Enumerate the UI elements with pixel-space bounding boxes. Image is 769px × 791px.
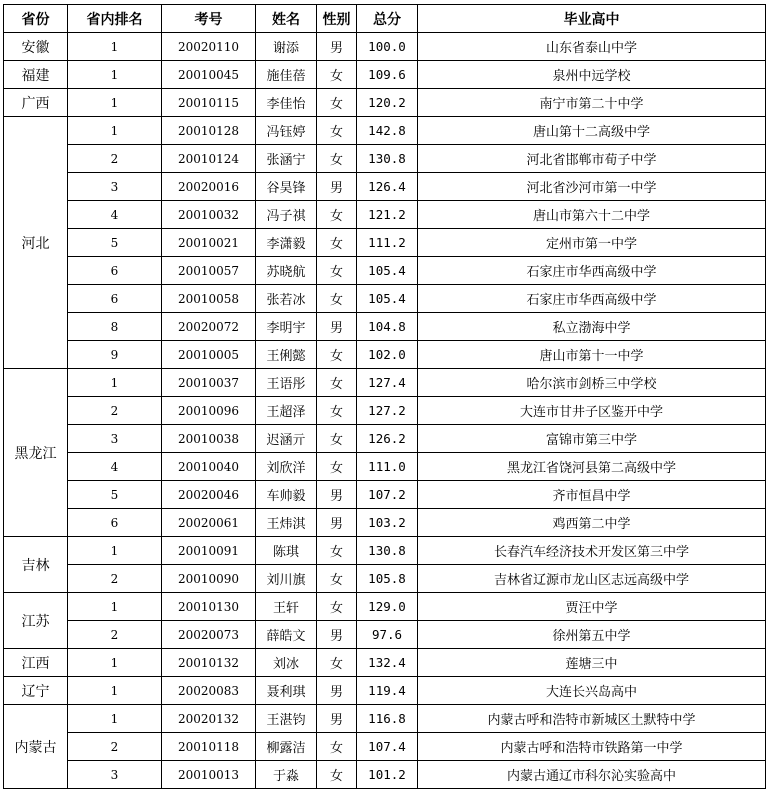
name-cell: 王轩	[256, 593, 317, 621]
table-row	[4, 537, 766, 565]
name-cell: 聂利琪	[256, 677, 317, 705]
province-cell: 内蒙古	[4, 705, 68, 789]
gender-cell: 女	[317, 425, 357, 453]
score-cell: 107.2	[357, 481, 418, 509]
name-header: 姓名	[256, 5, 317, 33]
rank-cell: 5	[68, 229, 162, 257]
gender-cell: 男	[317, 481, 357, 509]
score-cell: 127.2	[357, 397, 418, 425]
score-cell: 129.0	[357, 593, 418, 621]
score-cell: 111.2	[357, 229, 418, 257]
table-row	[4, 173, 766, 201]
table-row	[4, 257, 766, 285]
exam-id-cell: 20020046	[162, 481, 256, 509]
school-cell: 大连市甘井子区鉴开中学	[418, 397, 766, 425]
exam-id-cell: 20010128	[162, 117, 256, 145]
school-cell: 黑龙江省饶河县第二高级中学	[418, 453, 766, 481]
school-cell: 泉州中远学校	[418, 61, 766, 89]
score-cell: 101.2	[357, 761, 418, 789]
rank-cell: 1	[68, 61, 162, 89]
gender-header: 性别	[317, 5, 357, 33]
exam-id-cell: 20010132	[162, 649, 256, 677]
gender-cell: 女	[317, 145, 357, 173]
school-cell: 齐市恒昌中学	[418, 481, 766, 509]
province-cell: 江苏	[4, 593, 68, 649]
school-cell: 徐州第五中学	[418, 621, 766, 649]
gender-cell: 男	[317, 173, 357, 201]
exam-id-cell: 20010038	[162, 425, 256, 453]
school-cell: 石家庄市华西高级中学	[418, 285, 766, 313]
table-body	[4, 33, 766, 789]
province-cell: 安徽	[4, 33, 68, 61]
score-cell: 127.4	[357, 369, 418, 397]
rank-cell: 6	[68, 257, 162, 285]
rank-cell: 2	[68, 621, 162, 649]
rank-cell: 3	[68, 761, 162, 789]
rank-cell: 4	[68, 201, 162, 229]
gender-cell: 女	[317, 397, 357, 425]
table-row	[4, 593, 766, 621]
school-cell: 长春汽车经济技术开发区第三中学	[418, 537, 766, 565]
school-cell: 吉林省辽源市龙山区志远高级中学	[418, 565, 766, 593]
rank-cell: 8	[68, 313, 162, 341]
rank-cell: 3	[68, 425, 162, 453]
score-cell: 130.8	[357, 537, 418, 565]
school-cell: 内蒙古通辽市科尔沁实验高中	[418, 761, 766, 789]
gender-cell: 女	[317, 733, 357, 761]
school-cell: 南宁市第二十中学	[418, 89, 766, 117]
score-cell: 97.6	[357, 621, 418, 649]
rank-cell: 1	[68, 705, 162, 733]
exam-id-cell: 20010032	[162, 201, 256, 229]
exam-id-cell: 20010090	[162, 565, 256, 593]
gender-cell: 女	[317, 341, 357, 369]
rank-cell: 2	[68, 145, 162, 173]
gender-cell: 女	[317, 761, 357, 789]
table-row	[4, 453, 766, 481]
gender-cell: 男	[317, 621, 357, 649]
exam-id-cell: 20020072	[162, 313, 256, 341]
gender-cell: 女	[317, 201, 357, 229]
school-cell: 大连长兴岛高中	[418, 677, 766, 705]
name-cell: 于淼	[256, 761, 317, 789]
exam-id-cell: 20020061	[162, 509, 256, 537]
score-cell: 121.2	[357, 201, 418, 229]
table-row	[4, 285, 766, 313]
table-row	[4, 733, 766, 761]
gender-cell: 女	[317, 369, 357, 397]
table-row	[4, 201, 766, 229]
province-cell: 黑龙江	[4, 369, 68, 537]
table-row	[4, 761, 766, 789]
exam-id-cell: 20010040	[162, 453, 256, 481]
school-cell: 贾汪中学	[418, 593, 766, 621]
score-cell: 119.4	[357, 677, 418, 705]
name-cell: 施佳蓓	[256, 61, 317, 89]
school-cell: 内蒙古呼和浩特市新城区土默特中学	[418, 705, 766, 733]
gender-cell: 女	[317, 89, 357, 117]
table-row	[4, 61, 766, 89]
province-cell: 河北	[4, 117, 68, 369]
rank-cell: 2	[68, 565, 162, 593]
table-row	[4, 145, 766, 173]
province-cell: 广西	[4, 89, 68, 117]
exam-id-cell: 20020016	[162, 173, 256, 201]
school-cell: 定州市第一中学	[418, 229, 766, 257]
gender-cell: 女	[317, 117, 357, 145]
name-cell: 张涵宁	[256, 145, 317, 173]
score-cell: 105.8	[357, 565, 418, 593]
rank-cell: 1	[68, 33, 162, 61]
table-row	[4, 677, 766, 705]
province-cell: 辽宁	[4, 677, 68, 705]
name-cell: 迟涵亓	[256, 425, 317, 453]
rank-cell: 1	[68, 677, 162, 705]
exam-id-cell: 20010045	[162, 61, 256, 89]
table-row	[4, 425, 766, 453]
school-cell: 唐山市第十一中学	[418, 341, 766, 369]
score-cell: 103.2	[357, 509, 418, 537]
exam-id-header: 考号	[162, 5, 256, 33]
table-row	[4, 621, 766, 649]
rank-cell: 4	[68, 453, 162, 481]
province-header: 省份	[4, 5, 68, 33]
score-cell: 120.2	[357, 89, 418, 117]
gender-cell: 男	[317, 33, 357, 61]
rank-cell: 1	[68, 89, 162, 117]
name-cell: 刘川旗	[256, 565, 317, 593]
score-cell: 100.0	[357, 33, 418, 61]
exam-id-cell: 20010058	[162, 285, 256, 313]
exam-id-cell: 20010130	[162, 593, 256, 621]
rank-cell: 1	[68, 117, 162, 145]
name-cell: 苏晓航	[256, 257, 317, 285]
rank-cell: 2	[68, 397, 162, 425]
table-row	[4, 705, 766, 733]
school-cell: 唐山第十二高级中学	[418, 117, 766, 145]
province-cell: 吉林	[4, 537, 68, 593]
school-cell: 莲塘三中	[418, 649, 766, 677]
gender-cell: 男	[317, 705, 357, 733]
score-cell: 126.2	[357, 425, 418, 453]
table-row	[4, 229, 766, 257]
score-cell: 104.8	[357, 313, 418, 341]
score-cell: 105.4	[357, 257, 418, 285]
name-cell: 薛皓文	[256, 621, 317, 649]
table-row	[4, 33, 766, 61]
name-cell: 李潇毅	[256, 229, 317, 257]
name-cell: 王超泽	[256, 397, 317, 425]
school-header: 毕业高中	[418, 5, 766, 33]
name-cell: 张若冰	[256, 285, 317, 313]
gender-cell: 女	[317, 453, 357, 481]
exam-id-cell: 20010115	[162, 89, 256, 117]
table-row	[4, 397, 766, 425]
rank-cell: 1	[68, 593, 162, 621]
school-cell: 河北省沙河市第一中学	[418, 173, 766, 201]
table-row	[4, 117, 766, 145]
school-cell: 河北省邯郸市荀子中学	[418, 145, 766, 173]
rank-header: 省内排名	[68, 5, 162, 33]
name-cell: 刘欣洋	[256, 453, 317, 481]
gender-cell: 女	[317, 593, 357, 621]
rank-cell: 2	[68, 733, 162, 761]
score-cell: 102.0	[357, 341, 418, 369]
gender-cell: 女	[317, 649, 357, 677]
exam-id-cell: 20010091	[162, 537, 256, 565]
school-cell: 私立渤海中学	[418, 313, 766, 341]
name-cell: 冯钰婷	[256, 117, 317, 145]
school-cell: 唐山市第六十二中学	[418, 201, 766, 229]
school-cell: 鸡西第二中学	[418, 509, 766, 537]
table-row	[4, 89, 766, 117]
rank-cell: 1	[68, 537, 162, 565]
gender-cell: 女	[317, 229, 357, 257]
school-cell: 内蒙古呼和浩特市铁路第一中学	[418, 733, 766, 761]
header-row	[4, 5, 766, 33]
gender-cell: 女	[317, 285, 357, 313]
score-cell: 111.0	[357, 453, 418, 481]
table-row	[4, 481, 766, 509]
exam-id-cell: 20010096	[162, 397, 256, 425]
name-cell: 陈琪	[256, 537, 317, 565]
exam-id-cell: 20010124	[162, 145, 256, 173]
exam-id-cell: 20010005	[162, 341, 256, 369]
score-cell: 132.4	[357, 649, 418, 677]
exam-id-cell: 20010037	[162, 369, 256, 397]
table-row	[4, 341, 766, 369]
name-cell: 车帅毅	[256, 481, 317, 509]
score-cell: 109.6	[357, 61, 418, 89]
exam-id-cell: 20010021	[162, 229, 256, 257]
exam-id-cell: 20010118	[162, 733, 256, 761]
school-cell: 富锦市第三中学	[418, 425, 766, 453]
name-cell: 王俐懿	[256, 341, 317, 369]
table-row	[4, 369, 766, 397]
gender-cell: 女	[317, 61, 357, 89]
exam-id-cell: 20020073	[162, 621, 256, 649]
gender-cell: 男	[317, 677, 357, 705]
score-cell: 142.8	[357, 117, 418, 145]
rank-cell: 1	[68, 649, 162, 677]
rank-cell: 3	[68, 173, 162, 201]
province-cell: 福建	[4, 61, 68, 89]
table-row	[4, 313, 766, 341]
name-cell: 王语彤	[256, 369, 317, 397]
province-cell: 江西	[4, 649, 68, 677]
exam-id-cell: 20020132	[162, 705, 256, 733]
name-cell: 李明宇	[256, 313, 317, 341]
score-cell: 107.4	[357, 733, 418, 761]
gender-cell: 男	[317, 313, 357, 341]
table-row	[4, 649, 766, 677]
name-cell: 柳露洁	[256, 733, 317, 761]
school-cell: 山东省泰山中学	[418, 33, 766, 61]
gender-cell: 男	[317, 509, 357, 537]
table-row	[4, 565, 766, 593]
rank-cell: 9	[68, 341, 162, 369]
gender-cell: 女	[317, 565, 357, 593]
score-cell: 130.8	[357, 145, 418, 173]
gender-cell: 女	[317, 257, 357, 285]
exam-id-cell: 20010057	[162, 257, 256, 285]
exam-id-cell: 20020083	[162, 677, 256, 705]
table-row	[4, 509, 766, 537]
school-cell: 哈尔滨市剑桥三中学校	[418, 369, 766, 397]
name-cell: 李佳怡	[256, 89, 317, 117]
exam-id-cell: 20020110	[162, 33, 256, 61]
rank-cell: 1	[68, 369, 162, 397]
score-cell: 126.4	[357, 173, 418, 201]
name-cell: 刘冰	[256, 649, 317, 677]
score-cell: 116.8	[357, 705, 418, 733]
name-cell: 冯子祺	[256, 201, 317, 229]
name-cell: 谢添	[256, 33, 317, 61]
gender-cell: 女	[317, 537, 357, 565]
score-cell: 105.4	[357, 285, 418, 313]
rank-cell: 5	[68, 481, 162, 509]
rank-cell: 6	[68, 285, 162, 313]
exam-id-cell: 20010013	[162, 761, 256, 789]
name-cell: 王湛钧	[256, 705, 317, 733]
score-header: 总分	[357, 5, 418, 33]
school-cell: 石家庄市华西高级中学	[418, 257, 766, 285]
rank-cell: 6	[68, 509, 162, 537]
name-cell: 王炜淇	[256, 509, 317, 537]
name-cell: 谷昊锋	[256, 173, 317, 201]
score-table	[3, 4, 766, 789]
